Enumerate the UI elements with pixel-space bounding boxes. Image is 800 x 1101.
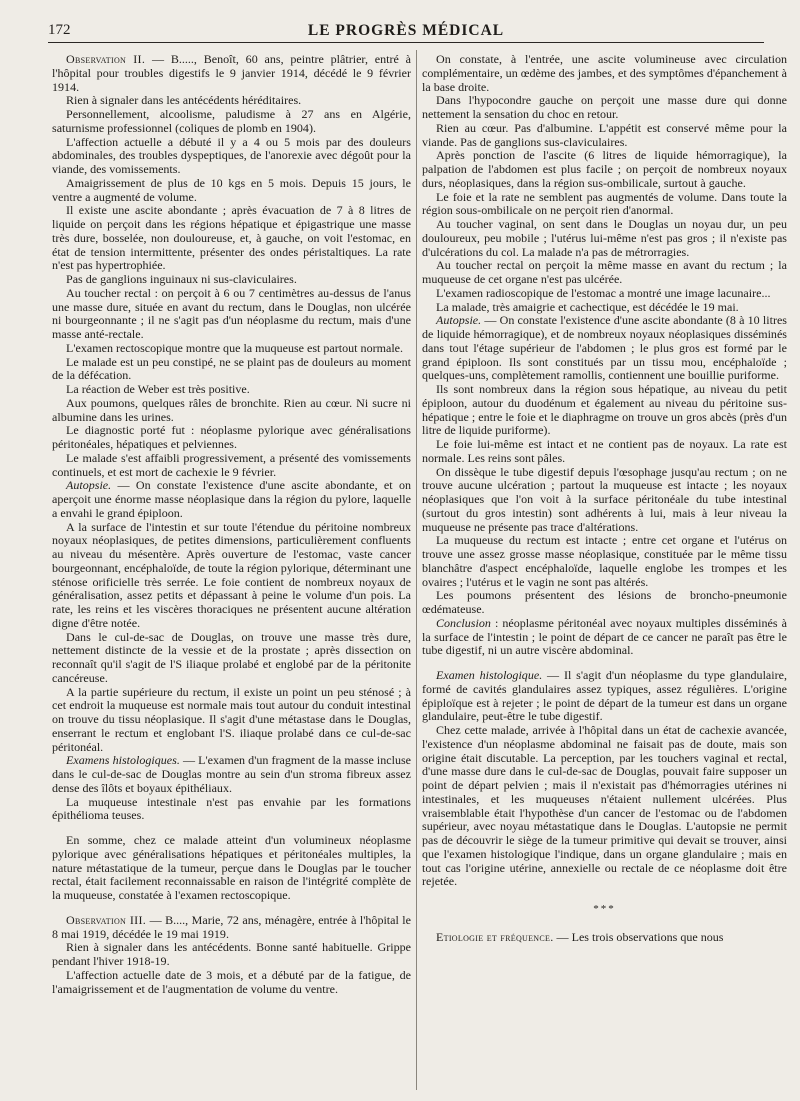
page-header	[48, 20, 764, 43]
paragraph: A la partie supérieure du rectum, il existe un point un peu sténosé ; à cet endroit la muqueuse est normale mais tout autour du conduit intestinal on trouve du tissu néoplasique. Il s'agit d'une métastase dans le Douglas, enserrant le rectum et englobant l'S. iliaque prolabé dans ce cul-de-sac péritonéal.	[52, 684, 411, 754]
right-column	[422, 53, 787, 1093]
paragraph: Au toucher rectal : on perçoit à 6 ou 7 centimètres au-dessus de l'anus une masse dure, située en avant du rectum, dans le Douglas, non ulcérée ni bourgeonnante ; il ne s'agit pas d'un néoplasme du rectum, mais d'une masse anté-rectale.	[52, 285, 411, 341]
paragraph: Rien à signaler dans les antécédents. Bonne santé habituelle. Grippe pendant l'hiver 1918-19.	[52, 940, 411, 968]
conclusion-paragraph	[422, 617, 787, 658]
observation-3-intro	[52, 914, 411, 942]
paragraph: Rien à signaler dans les antécédents héréditaires.	[66, 93, 302, 108]
etiology-paragraph	[422, 931, 787, 945]
paragraph: La réaction de Weber est très positive.	[66, 382, 250, 396]
paragraph: L'examen rectoscopique montre que la muqueuse est partout normale.	[66, 340, 404, 355]
paragraph: On constate, à l'entrée, une ascite volumineuse avec circulation complémentaire, un œdème des jambes, et des symptômes d'épanchement à la base droite.	[422, 53, 787, 94]
page-number: 172	[48, 22, 71, 38]
column-divider	[416, 50, 417, 1090]
paragraph: Il existe une ascite abondante ; après évacuation de 7 à 8 litres de liquide on perçoit dans les régions hépatique et épigastrique une masse très dure, bosselée, non douloureuse, et, à gauche, on voit l'estomac, en état de tension intermittente, présenter des ondes péristaltiques. La rate n'est pas hypertrophiée.	[52, 203, 411, 273]
paragraph: Rien au cœur. Pas d'albumine. L'appétit est conservé même pour la viande. Pas de ganglions sus-claviculaires.	[422, 120, 787, 149]
paragraph: La malade, très amaigrie et cachectique, est décédée le 19 mai.	[436, 299, 739, 314]
section-label: Autopsie.	[436, 313, 482, 328]
section-label: Autopsie.	[66, 478, 112, 493]
paragraph: Amaigrissement de plus de 10 kgs en 5 mois. Depuis 15 jours, le ventre a augmenté de volume.	[52, 175, 411, 204]
paragraph: Personnellement, alcoolisme, paludisme à 27 ans en Algérie, saturnisme professionnel (coliques de plomb en 1904).	[52, 107, 411, 135]
paragraph-text: — Il s'agit d'un néoplasme du type glandulaire, formé de cavités glandulaires assez typiques, assez régulières. L'origine épiploïque est à rejeter ; le point de départ de la tumeur est dans un organe glandulaire, peut-être le tube digestif.	[422, 668, 787, 724]
paragraph: Les poumons présentent des lésions de broncho-pneumonie œdémateuse.	[422, 588, 787, 616]
paragraph: La muqueuse intestinale n'est pas envahie par les formations épithélioma teuses.	[52, 794, 411, 823]
paragraph: On dissèque le tube digestif depuis l'œsophage jusqu'au rectum ; on ne trouve aucune ulcération ; partout la muqueuse est intacte ; les noyaux néoplasiques que l'on voit à la surface péritonéale du tube intestinal (surtout du gros intestin) sont adhérents à lui, mais à leur niveau la muqueuse ne présente pas trace d'altérations.	[422, 464, 787, 534]
paragraph: A la surface de l'intestin et sur toute l'étendue du péritoine nombreux noyaux néoplasiques, de petites dimensions, particulièrement confluents au niveau du mésentère. Après ouverture de l'estomac, vaste cancer bourgeonnant, encéphaloïde, de toute la région pylorique, déterminant une sténose orificielle très serrée. Le foie contient de nombreux noyaux de généralisation, assez petits et dépassant à peine le volume d'un pois. La rate, les reins et les viscères thoraciques ne présentent aucune altération digne d'être notée.	[52, 519, 411, 630]
paragraph: Aux poumons, quelques râles de bronchite. Rien au cœur. Ni sucre ni albumine dans les urines.	[52, 395, 411, 424]
paragraph: Le foie et la rate ne semblent pas augmentés de volume. Dans toute la région sous-ombilicale on ne perçoit rien d'anormal.	[422, 189, 787, 218]
paragraph: Après ponction de l'ascite (6 litres de liquide hémorragique), la palpation de l'abdomen est plus facile ; on perçoit de nombreux noyaux durs, néoplasiques, dans la région sus-ombilicale, surtout à gauche.	[422, 148, 787, 190]
paragraph-text: — On constate l'existence d'une ascite abondante (8 à 10 litres de liquide hémorragique), et de nombreux noyaux néoplasiques disséminés dans tout l'étage supérieur de l'abdomen ; le plus gros est formé par le grand épiploon. Ils sont constitués par un tissu mou, encéphaloïde ; quelques-uns, complètement ramollis, contiennent une bouillie puriforme.	[422, 313, 787, 383]
paragraph: Dans l'hypocondre gauche on perçoit une masse dure qui donne nettement la sensation du choc en retour.	[422, 93, 787, 121]
histology-paragraph	[422, 669, 787, 724]
paragraph-text: — On constate l'existence d'une ascite abondante, et on aperçoit une énorme masse néoplasique dans la région du pylore, laquelle a envahi le grand épiploon.	[52, 478, 411, 520]
observation-2-intro	[52, 53, 411, 94]
paragraph: Le malade est un peu constipé, ne se plaint pas de douleurs au moment de la défécation.	[52, 354, 411, 383]
paragraph: Le malade s'est affaibli progressivement, a présenté des vomissements continuels, et est mort de cachexie le 9 février.	[52, 450, 411, 479]
autopsy-paragraph	[52, 479, 411, 520]
paragraph: Ils sont nombreux dans la région sous hépatique, au niveau du petit épiploon, autour du duodénum et également au niveau du péritoine sus-hépatique ; entre le foie et le diaphragme on trouve un gros abcès (près d'un litre de liquide puriforme).	[422, 382, 787, 438]
section-label: Examens histologiques.	[66, 753, 180, 768]
paragraph-text: — Les trois observations que nous	[553, 930, 724, 944]
paragraph-text: — L'examen d'un fragment de la masse incluse dans le cul-de-sac de Douglas montre au sein d'un stroma fibreux assez dense des îlôts et boyaux épithéliaux.	[52, 753, 411, 795]
section-separator-stars: ***	[593, 903, 616, 915]
autopsy-paragraph	[422, 314, 787, 383]
paragraph-text: — B...., Marie, 72 ans, ménagère, entrée à l'hôpital le 8 mai 1919, décédée le 19 mai 1919.	[52, 912, 411, 941]
paragraph-text: — B....., Benoît, 60 ans, peintre plâtrier, entré à l'hôpital pour troubles digestifs le 9 janvier 1914, décédé le 9 février 1914.	[52, 53, 411, 94]
paragraph: Pas de ganglions inguinaux ni sus-claviculaires.	[66, 272, 297, 286]
paragraph: L'affection actuelle a débuté il y a 4 ou 5 mois par des douleurs abdominales, des troubles dyspeptiques, de l'anorexie avec dégoût pour la viande, des vomissements.	[52, 134, 411, 176]
paragraph: La muqueuse du rectum est intacte ; entre cet organe et l'utérus on trouve une assez grosse masse néoplasique, constituée par le même tissu blanchâtre d'aspect encéphaloïde, laquelle englobe les trompes et les ovaires ; l'utérus et le vagin ne sont pas altérés.	[422, 533, 787, 589]
summary-paragraph: En somme, chez ce malade atteint d'un volumineux néoplasme pylorique avec généralisations hépatiques et péritonéales multiples, la nature métastatique de la tumeur, perçue dans le Douglas par le toucher rectal, était facilement reconnaissable en raison de l'intégrité complète de la muqueuse, constatée à l'examen rectoscopique.	[52, 833, 411, 902]
section-label: Examen histologique.	[436, 668, 543, 682]
journal-title: LE PROGRÈS MÉDICAL	[307, 22, 505, 39]
observation-label: Observation III.	[66, 912, 147, 927]
paragraph: Chez cette malade, arrivée à l'hôpital dans un état de cachexie avancée, l'existence d'un néoplasme abdominal ne faisait pas de doute, mais son origine était discutable. La perception, par les touchers vaginal et rectal, d'une masse dure dans le cul-de-sac de Douglas, pouvait faire supposer un point de départ pelvien ; mais il n'existait pas d'hémorragies utérines ni intestinales, et les muqueuses n'étaient nullement ulcérées. Plus vraisemblable était l'hypothèse d'un cancer de l'estomac ou de l'abdomen supérieur, avec noyau métastatique dans le Douglas. L'autopsie ne permit pas de découvrir le siège de la tumeur primitive qui devait se trouver, ainsi que l'examen histologique l'indique, dans un organe glandulaire ; mais en tout cas l'origine utérine, annexielle ou rectale de ce néoplasme doit être rejetée.	[422, 723, 787, 889]
paragraph: Le foie lui-même est intact et ne contient pas de noyaux. La rate est normale. Les reins sont pâles.	[422, 437, 787, 465]
left-column	[52, 53, 411, 1093]
observation-label: Observation II.	[66, 53, 146, 66]
paragraph: Dans le cul-de-sac de Douglas, on trouve une masse très dure, nettement distincte de la vessie et de la prostate ; après dissection on reconnaît qu'il s'agit de l'S iliaque prolabé et englobé par de la péritonite cancéreuse.	[52, 629, 411, 685]
histology-paragraph	[52, 754, 411, 795]
paragraph: L'affection actuelle date de 3 mois, et a débuté par de la fatigue, de l'amaigrissement et de l'augmentation de volume du ventre.	[52, 967, 411, 996]
section-label: Conclusion	[436, 615, 491, 630]
paragraph-text: : néoplasme péritonéal avec noyaux multiples disséminés à la surface de l'intestin ; le point de départ de ce cancer ne paraît pas être le tube digestif, ni un autre viscère abdominal.	[422, 615, 787, 658]
paragraph: L'examen radioscopique de l'estomac a montré une image lacunaire...	[436, 285, 771, 300]
paragraph: Le diagnostic porté fut : néoplasme pylorique avec généralisations péritonéales, hépatiques et pelviennes.	[52, 423, 411, 451]
paragraph: Au toucher vaginal, on sent dans le Douglas un noyau dur, un peu douloureux, peu mobile ; l'utérus lui-même n'est pas gros ; il n'existe pas d'ulcérations du col. La malade n'a pas de métrorragies.	[422, 217, 787, 259]
paragraph: Au toucher rectal on perçoit la même masse en avant du rectum ; la muqueuse de cet organe n'est pas ulcérée.	[422, 258, 787, 286]
section-label: Etiologie et fréquence.	[436, 930, 554, 944]
